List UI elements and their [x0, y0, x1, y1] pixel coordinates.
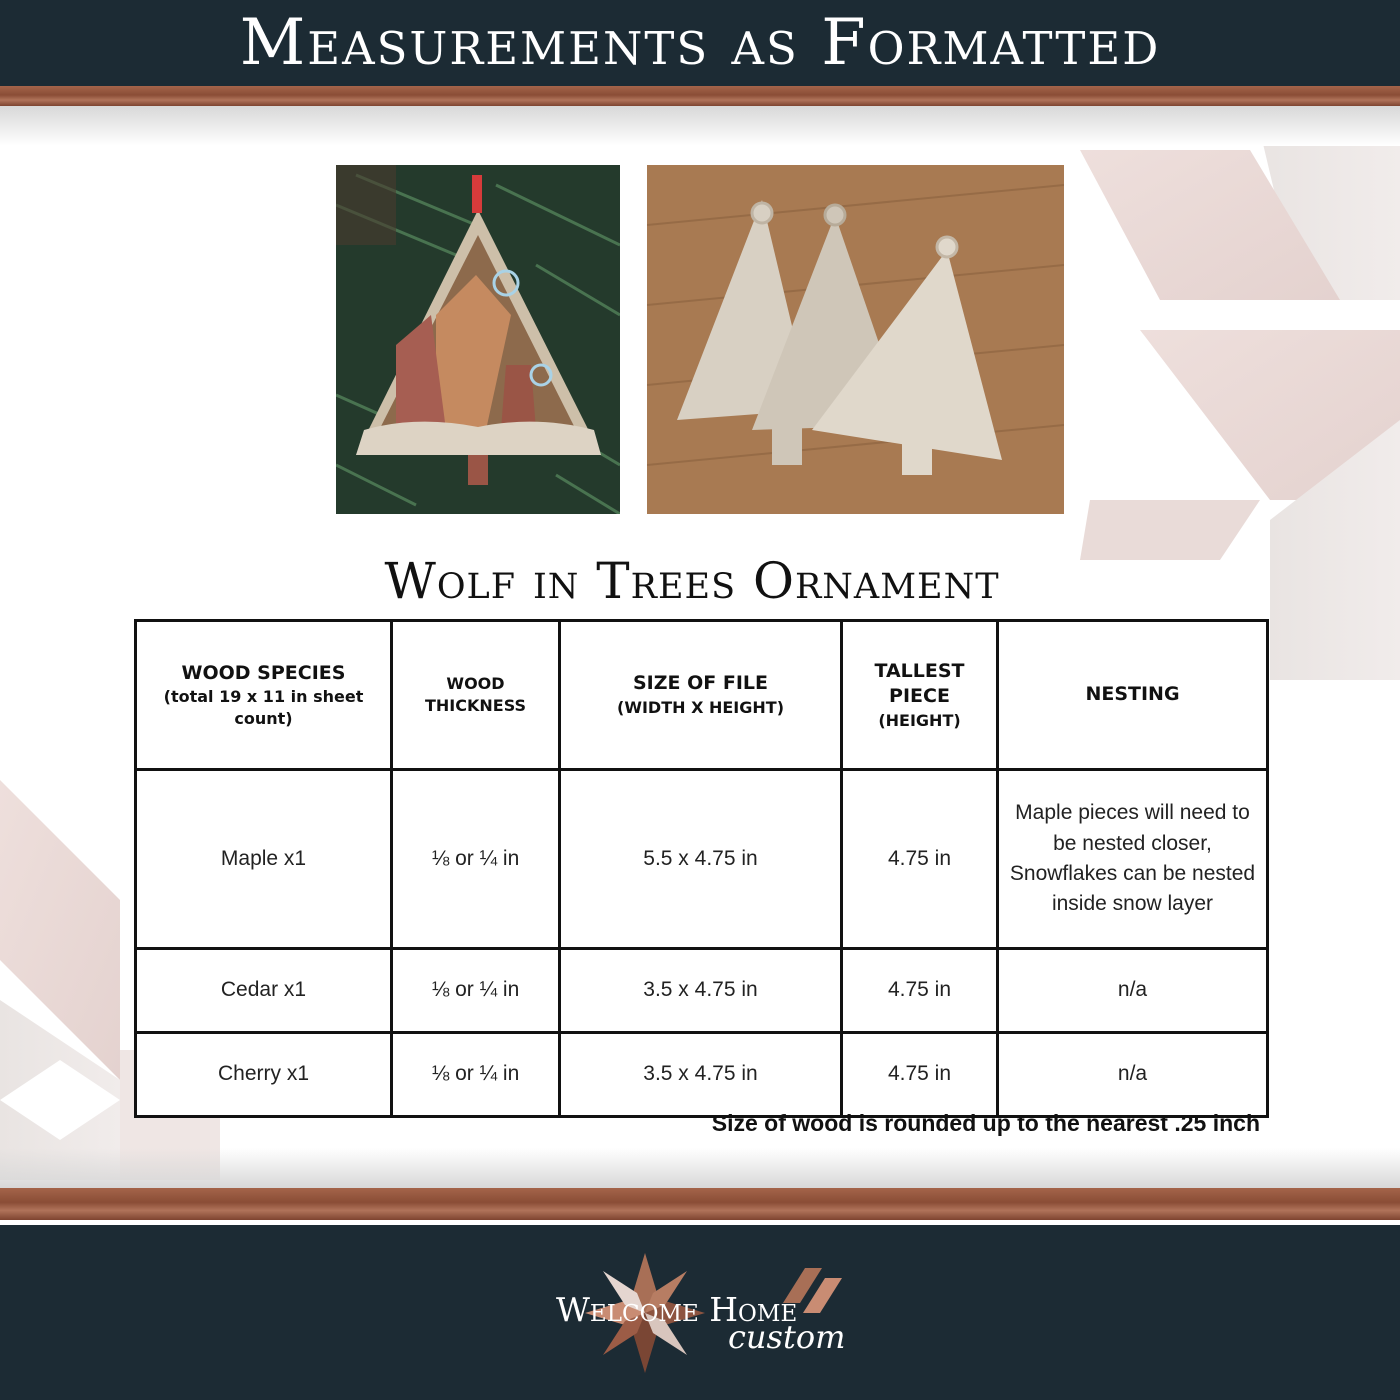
cell-species: Maple x1 — [136, 770, 392, 949]
table-title: Wolf in Trees Ornament — [384, 552, 1000, 610]
cell-size: 3.5 x 4.75 in — [560, 1033, 842, 1117]
logo-script-text: custom — [728, 1318, 846, 1356]
table-header-row — [136, 621, 1268, 770]
specifications-table — [134, 619, 1269, 1118]
cell-tallest: 4.75 in — [842, 1033, 998, 1117]
header-title: Measurements as Formatted — [239, 6, 1161, 80]
cell-tallest: 4.75 in — [842, 949, 998, 1033]
wood-trim-bottom — [0, 1188, 1400, 1220]
table-row — [136, 1033, 1268, 1117]
table-row — [136, 770, 1268, 949]
header-tallest-piece: TALLEST PIECE (HEIGHT) — [842, 621, 998, 770]
cell-nesting: Maple pieces will need to be nested closer, Snowflakes can be nested inside snow layer — [998, 770, 1268, 949]
cell-tallest: 4.75 in — [842, 770, 998, 949]
cell-species: Cedar x1 — [136, 949, 392, 1033]
header-tallest-piece-sub: (HEIGHT) — [878, 710, 961, 730]
cell-size: 5.5 x 4.75 in — [560, 770, 842, 949]
cell-thickness: ⅛ or ¼ in — [392, 949, 560, 1033]
wood-trim-top — [0, 86, 1400, 106]
header-wood-species: WOOD SPECIES (total 19 x 11 in sheet count) — [136, 621, 392, 770]
cell-nesting: n/a — [998, 1033, 1268, 1117]
header-banner — [0, 0, 1400, 86]
header-nesting: NESTING — [998, 621, 1268, 770]
shadow-bottom — [0, 1148, 1400, 1188]
shadow-top — [0, 106, 1400, 146]
cell-thickness: ⅛ or ¼ in — [392, 770, 560, 949]
cell-nesting: n/a — [998, 949, 1268, 1033]
logo-brand-text: Welcome Home — [556, 1290, 798, 1329]
cell-thickness: ⅛ or ¼ in — [392, 1033, 560, 1117]
header-size-of-file-sub: (WIDTH X HEIGHT) — [617, 698, 784, 718]
cell-size: 3.5 x 4.75 in — [560, 949, 842, 1033]
header-wood-species-sub: (total 19 x 11 in sheet count) — [163, 687, 364, 728]
footnote: Size of wood is rounded up to the nearest .25 inch — [711, 1110, 1260, 1136]
ornament-on-tree-photo — [336, 165, 620, 514]
table-row — [136, 949, 1268, 1033]
header-wood-thickness: WOOD THICKNESS — [392, 621, 560, 770]
header-size-of-file: SIZE OF FILE (WIDTH X HEIGHT) — [560, 621, 842, 770]
unfinished-ornament-pieces-photo — [647, 165, 1064, 514]
cell-species: Cherry x1 — [136, 1033, 392, 1117]
